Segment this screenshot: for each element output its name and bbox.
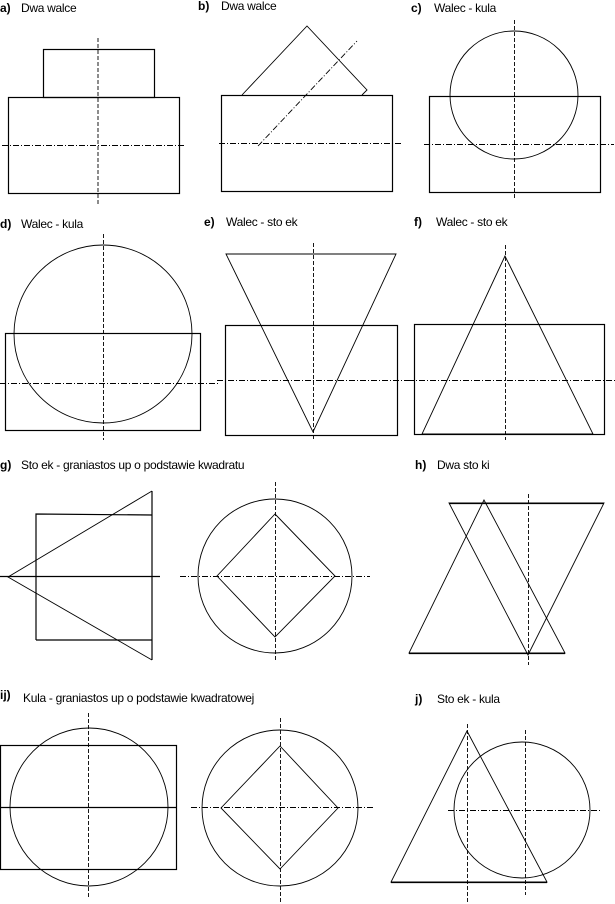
cone-sides — [8, 491, 152, 660]
panel-title: Dwa sto ki — [437, 458, 490, 472]
inverted-cone — [449, 503, 604, 655]
panel-e — [204, 215, 410, 440]
panel-title: Walec - sto ek — [436, 215, 508, 229]
panel-letter: ij) — [0, 688, 11, 702]
top-view — [191, 718, 374, 902]
panel-letter: e) — [204, 215, 215, 229]
inverted-cone — [226, 254, 396, 432]
prism-square — [217, 514, 335, 637]
panel-title: Walec - sto ek — [226, 215, 298, 229]
cone-base-circle — [198, 499, 352, 653]
cylinder — [6, 334, 201, 431]
panel-letter: b) — [198, 0, 210, 13]
panel-h — [409, 458, 604, 665]
panel-a — [0, 1, 186, 204]
panel-letter: f) — [414, 215, 422, 229]
cone — [391, 731, 547, 882]
panel-title: Walec - kula — [21, 217, 83, 231]
panel-letter: g) — [0, 458, 12, 472]
panel-d — [0, 217, 220, 440]
panel-f — [408, 215, 615, 440]
panel-title: Walec - kula — [434, 1, 496, 15]
panel-title: Sto ek - kula — [437, 692, 500, 706]
panel-title: Dwa walce — [221, 0, 277, 13]
panel-g — [0, 458, 370, 660]
panel-letter: d) — [0, 217, 12, 231]
panel-title: Kula - graniastos up o podstawie kwadratowej — [23, 691, 254, 705]
panel-c — [411, 1, 614, 198]
sphere-outline — [202, 730, 358, 886]
panel-letter: j) — [415, 692, 423, 706]
upper-cylinder — [44, 50, 155, 98]
side-view — [0, 713, 177, 897]
upright-cone — [422, 256, 593, 434]
inclined-axis — [258, 41, 357, 146]
panel-letter: a) — [0, 1, 11, 15]
top-view — [180, 482, 370, 660]
panel-title: Dwa walce — [21, 1, 77, 15]
cylinder — [415, 325, 605, 435]
panel-letter: h) — [415, 458, 427, 472]
panel-b — [198, 0, 402, 192]
panel-ij — [0, 688, 374, 902]
inclined-cylinder — [242, 26, 367, 95]
panel-letter: c) — [411, 1, 422, 15]
panel-j — [391, 692, 602, 904]
sphere — [450, 31, 578, 159]
side-view — [0, 491, 192, 660]
sphere — [454, 742, 590, 878]
panel-title: Sto ek - graniastos up o podstawie kwadratu — [21, 458, 245, 472]
